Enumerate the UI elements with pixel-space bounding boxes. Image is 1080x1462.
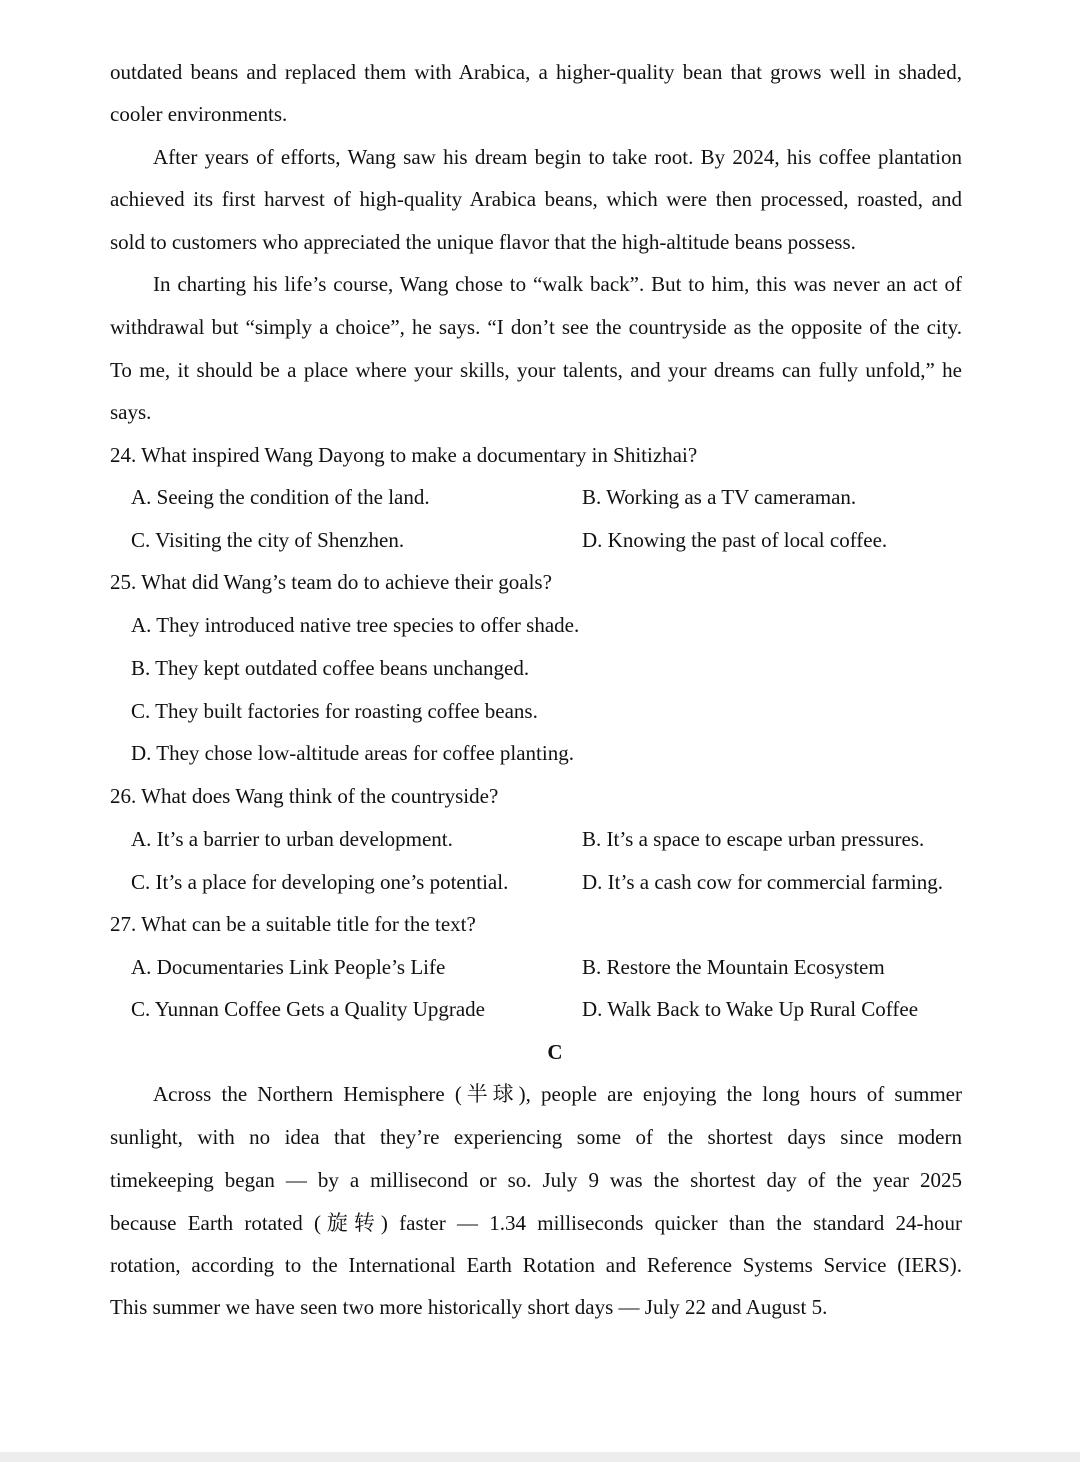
section-c-heading: C	[547, 1040, 563, 1064]
section-c-line4: because Earth rotated (旋转) faster — 1.34 milliseconds quicker than the standard 24-hour	[110, 1211, 962, 1235]
question-24-option-c: C. Visiting the city of Shenzhen.	[131, 528, 405, 552]
question-26-option-c: C. It’s a place for developing one’s potential.	[131, 870, 509, 894]
section-c-line5: rotation, according to the International Earth Rotation and Reference Systems Service (IERS).	[110, 1253, 962, 1277]
passage-b-p2-line2: achieved its first harvest of high-quality Arabica beans, which were then processed, roasted, and	[110, 187, 962, 211]
question-27-option-a: A. Documentaries Link People’s Life	[131, 955, 446, 979]
passage-b-p3-line1: In charting his life’s course, Wang chose to “walk back”. But to him, this was never an act of	[153, 272, 962, 296]
question-26-stem: 26. What does Wang think of the countryside?	[110, 784, 499, 808]
question-26-option-d: D. It’s a cash cow for commercial farming.	[582, 870, 943, 894]
question-24-stem: 24. What inspired Wang Dayong to make a documentary in Shitizhai?	[110, 443, 698, 467]
passage-b-p2-line3: sold to customers who appreciated the unique flavor that the high-altitude beans possess.	[110, 230, 856, 254]
question-25-option-c: C. They built factories for roasting coffee beans.	[131, 699, 538, 723]
section-c-line6: This summer we have seen two more historically short days — July 22 and August 5.	[110, 1295, 828, 1319]
question-24-option-a: A. Seeing the condition of the land.	[131, 485, 430, 509]
section-c-line1: Across the Northern Hemisphere (半球), people are enjoying the long hours of summer	[153, 1082, 962, 1106]
passage-b-p3-line4: says.	[110, 400, 152, 424]
page-bottom-edge	[0, 1452, 1080, 1462]
question-26-option-a: A. It’s a barrier to urban development.	[131, 827, 453, 851]
passage-b-p1-line1: outdated beans and replaced them with Arabica, a higher-quality bean that grows well in shaded,	[110, 60, 962, 84]
passage-b-p1-line2: cooler environments.	[110, 102, 288, 126]
question-27-stem: 27. What can be a suitable title for the text?	[110, 912, 476, 936]
question-25-option-d: D. They chose low-altitude areas for coffee planting.	[131, 741, 574, 765]
question-25-option-a: A. They introduced native tree species to offer shade.	[131, 613, 580, 637]
question-27-option-d: D. Walk Back to Wake Up Rural Coffee	[582, 997, 919, 1021]
question-26-option-b: B. It’s a space to escape urban pressures.	[582, 827, 925, 851]
passage-b-p3-line3: To me, it should be a place where your skills, your talents, and your dreams can fully unfold,” he	[110, 358, 962, 382]
section-c-line2: sunlight, with no idea that they’re experiencing some of the shortest days since modern	[110, 1125, 962, 1149]
question-25-option-b: B. They kept outdated coffee beans unchanged.	[131, 656, 530, 680]
question-25-stem: 25. What did Wang’s team do to achieve their goals?	[110, 570, 552, 594]
question-27-option-c: C. Yunnan Coffee Gets a Quality Upgrade	[131, 997, 485, 1021]
passage-b-p2-line1: After years of efforts, Wang saw his dream begin to take root. By 2024, his coffee plantation	[153, 145, 962, 169]
question-27-option-b: B. Restore the Mountain Ecosystem	[582, 955, 885, 979]
passage-b-p3-line2: withdrawal but “simply a choice”, he says. “I don’t see the countryside as the opposite of the city.	[110, 315, 962, 339]
question-24-option-d: D. Knowing the past of local coffee.	[582, 528, 888, 552]
question-24-option-b: B. Working as a TV cameraman.	[582, 485, 857, 509]
section-c-line3: timekeeping began — by a millisecond or so. July 9 was the shortest day of the year 2025	[110, 1168, 962, 1192]
